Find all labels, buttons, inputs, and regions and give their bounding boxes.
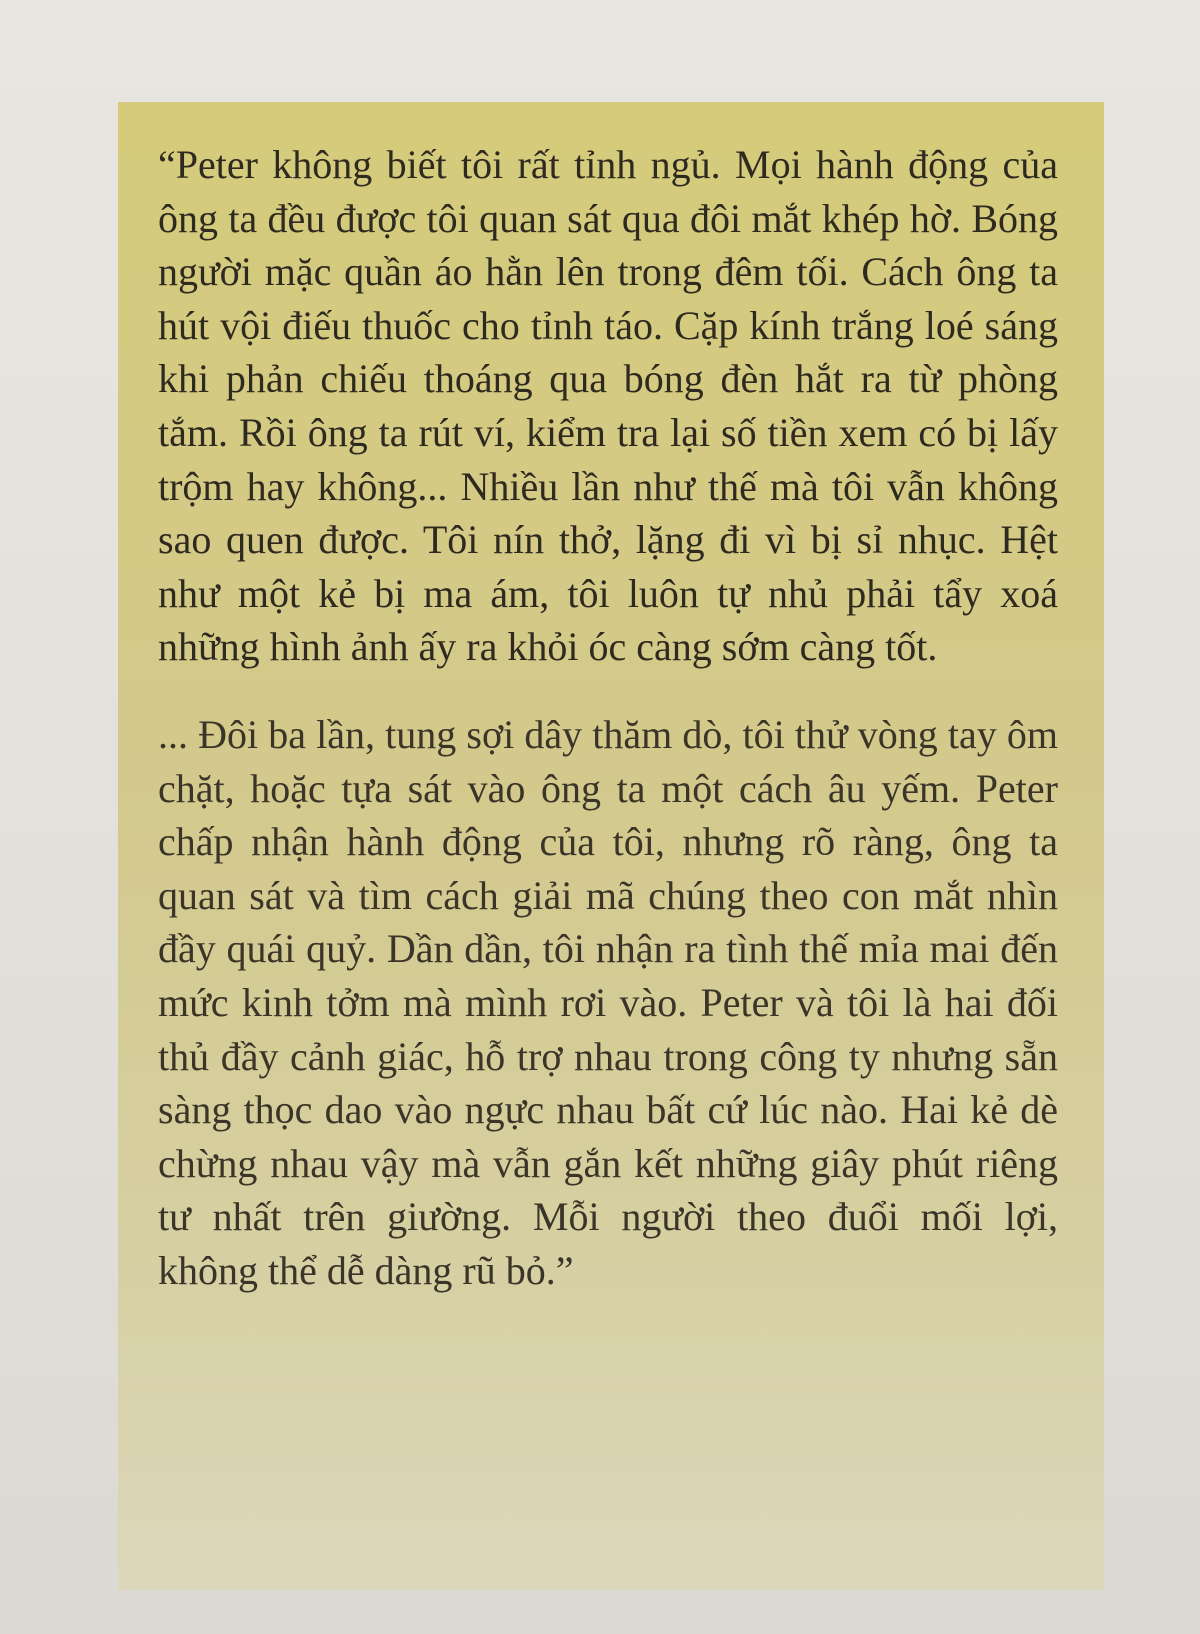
quote-panel: [118, 102, 1104, 1590]
quote-paragraph-2: ... Đôi ba lần, tung sợi dây thăm dò, tôi thử vòng tay ôm chặt, hoặc tựa sát vào ông ta một cách âu yếm. Peter chấp nhận hành động của tôi, nhưng rõ ràng, ông ta quan sát và tìm cách giải mã chúng theo con mắt nhìn đầy quái quỷ. Dần dần, tôi nhận ra tình thế mỉa mai đến mức kinh tởm mà mình rơi vào. Peter và tôi là hai đối thủ đầy cảnh giác, hỗ trợ nhau trong công ty nhưng sẵn sàng thọc dao vào ngực nhau bất cứ lúc nào. Hai kẻ dè chừng nhau vậy mà vẫn gắn kết những giây phút riêng tư nhất trên giường. Mỗi người theo đuổi mối lợi, không thể dễ dàng rũ bỏ.”: [158, 711, 1058, 1293]
quote-paragraph-1: “Peter không biết tôi rất tỉnh ngủ. Mọi hành động của ông ta đều được tôi quan sát qua đôi mắt khép hờ. Bóng người mặc quần áo hằn lên trong đêm tối. Cách ông ta hút vội điếu thuốc cho tỉnh táo. Cặp kính trắng loé sáng khi phản chiếu thoáng qua bóng đèn hắt ra từ phòng tắm. Rồi ông ta rút ví, kiểm tra lại số tiền xem có bị lấy trộm hay không... Nhiều lần như thế mà tôi vẫn không sao quen được. Tôi nín thở, lặng đi vì bị sỉ nhục. Hệt như một kẻ bị ma ám, tôi luôn tự nhủ phải tẩy xoá những hình ảnh ấy ra khỏi óc càng sớm càng tốt.: [158, 142, 1058, 670]
